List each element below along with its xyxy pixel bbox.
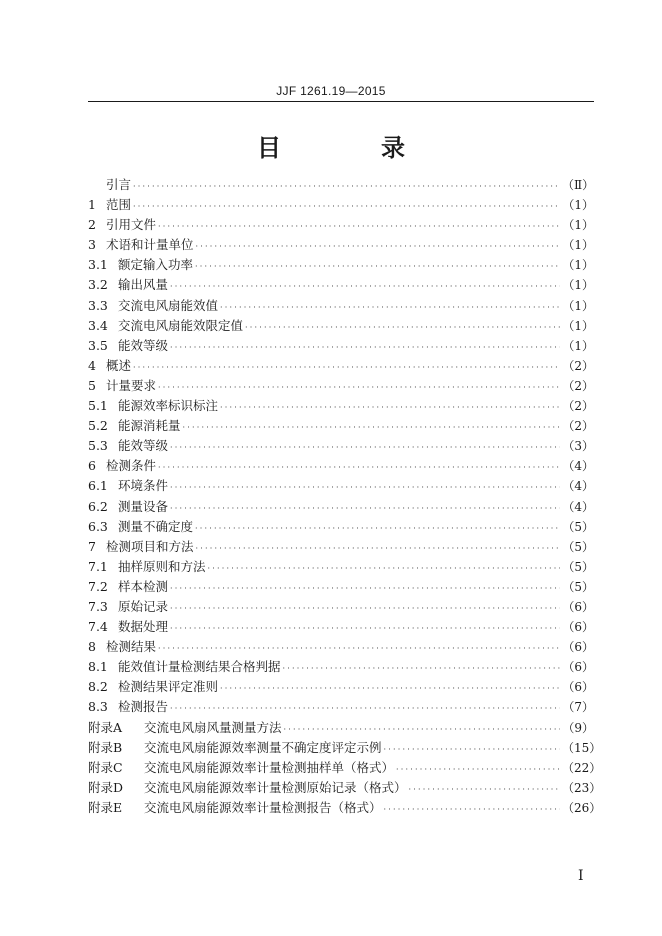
toc-entry-page: （1） xyxy=(562,278,594,293)
toc-entry-number: 3.1 xyxy=(88,257,108,273)
toc-entry[interactable] xyxy=(88,476,594,496)
toc-entry-number: 8.1 xyxy=(88,659,108,675)
toc-entry[interactable] xyxy=(88,416,594,436)
dot-leader xyxy=(170,277,560,297)
toc-entry-number: 6 xyxy=(88,458,96,474)
dot-leader xyxy=(133,177,560,197)
toc-entry-number: 4 xyxy=(88,357,96,373)
toc-entry-label: 交流电风扇能源效率计量检测抽样单（格式） xyxy=(144,759,395,775)
toc-entry-page: （6） xyxy=(562,660,594,675)
toc-entry-page: （22） xyxy=(562,760,602,775)
dot-leader xyxy=(220,398,560,418)
dot-leader xyxy=(284,720,560,740)
toc-entry-page: （1） xyxy=(562,198,594,213)
toc-entry-page: （2） xyxy=(562,358,594,373)
dot-leader xyxy=(170,619,560,639)
toc-entry-page: （1） xyxy=(562,318,594,333)
toc-entry-label: 能源效率标识标注 xyxy=(118,398,219,414)
toc-entry-number: 5.2 xyxy=(88,418,108,434)
toc-entry[interactable] xyxy=(88,637,594,657)
toc-entry-number: 8 xyxy=(88,639,96,655)
toc-title: 目 录 xyxy=(257,134,443,162)
toc-entry-page: （4） xyxy=(562,479,594,494)
toc-entry-label: 能效值计量检测结果合格判据 xyxy=(118,659,281,675)
document-code: JJF 1261.19—2015 xyxy=(276,84,386,98)
toc-entry-number: 3.5 xyxy=(88,337,108,353)
dot-leader xyxy=(170,599,560,619)
toc-entry-page: （1） xyxy=(562,338,594,353)
toc-entry-label: 概述 xyxy=(106,357,132,373)
dot-leader xyxy=(158,458,560,478)
toc-entry[interactable] xyxy=(88,296,594,316)
toc-entry-page: （6） xyxy=(562,599,594,614)
toc-entry[interactable] xyxy=(88,798,602,818)
toc-entry[interactable] xyxy=(88,195,594,215)
toc-entry[interactable] xyxy=(88,657,594,677)
toc-entry[interactable] xyxy=(88,597,594,617)
toc-entry-label: 能源消耗量 xyxy=(118,418,181,434)
toc-entry-label: 能效等级 xyxy=(118,438,169,454)
page-number: Ⅰ xyxy=(578,868,584,884)
dot-leader xyxy=(158,639,560,659)
toc-entry-page: （23） xyxy=(562,780,602,795)
toc-entry[interactable] xyxy=(88,537,594,557)
toc-entry-number: 附录E xyxy=(88,799,123,815)
toc-entry-label: 抽样原则和方法 xyxy=(118,558,206,574)
dot-leader xyxy=(183,418,560,438)
toc-entry-number: 1 xyxy=(88,197,96,213)
toc-entry-label: 额定输入功率 xyxy=(118,257,194,273)
dot-leader xyxy=(195,257,560,277)
toc-entry[interactable] xyxy=(88,617,594,637)
dot-leader xyxy=(158,378,560,398)
toc-entry-page: （5） xyxy=(562,539,594,554)
toc-entry-number: 7.4 xyxy=(88,619,108,635)
toc-entry-label: 样本检测 xyxy=(118,578,169,594)
toc-entry-label: 测量设备 xyxy=(118,498,169,514)
toc-entry-number: 附录D xyxy=(88,779,124,795)
toc-entry-label: 引言 xyxy=(106,177,132,192)
toc-entry-page: （26） xyxy=(562,800,602,815)
dot-leader xyxy=(384,800,560,820)
toc-entry-label: 术语和计量单位 xyxy=(106,237,194,253)
table-of-contents xyxy=(88,175,602,818)
toc-entry[interactable] xyxy=(88,778,602,798)
toc-entry-number: 3 xyxy=(88,237,96,253)
toc-entry[interactable] xyxy=(88,738,602,758)
toc-entry-number: 5.1 xyxy=(88,398,108,414)
toc-entry-label: 检测报告 xyxy=(118,699,169,715)
dot-leader xyxy=(245,318,560,338)
dot-leader xyxy=(170,438,560,458)
toc-entry-page: （1） xyxy=(562,298,594,313)
toc-entry-number: 附录C xyxy=(88,759,123,775)
toc-entry[interactable] xyxy=(88,316,594,336)
toc-entry-number: 5 xyxy=(88,377,96,393)
toc-entry-label: 计量要求 xyxy=(106,377,157,393)
dot-leader xyxy=(133,358,560,378)
toc-entry-label: 检测项目和方法 xyxy=(106,538,194,554)
toc-entry-number: 3.2 xyxy=(88,277,108,293)
toc-entry[interactable] xyxy=(88,215,594,235)
dot-leader xyxy=(220,298,560,318)
dot-leader xyxy=(409,780,560,800)
toc-entry-label: 交流电风扇能效限定值 xyxy=(118,317,244,333)
dot-leader xyxy=(283,659,560,679)
toc-entry-number: 6.2 xyxy=(88,498,108,514)
toc-entry[interactable] xyxy=(88,255,594,275)
toc-entry[interactable] xyxy=(88,577,594,597)
toc-entry[interactable] xyxy=(88,396,594,416)
toc-entry-label: 交流电风扇能源效率计量检测报告（格式） xyxy=(144,799,382,815)
toc-entry-page: （4） xyxy=(562,459,594,474)
toc-entry[interactable] xyxy=(88,376,594,396)
toc-entry-label: 交流电风扇能源效率计量检测原始记录（格式） xyxy=(144,779,407,795)
toc-entry-page: （1） xyxy=(562,238,594,253)
toc-entry-label: 引用文件 xyxy=(106,217,157,233)
toc-entry-page: （2） xyxy=(562,399,594,414)
toc-entry-number: 8.3 xyxy=(88,699,108,715)
toc-entry-page: （3） xyxy=(562,439,594,454)
toc-entry[interactable] xyxy=(88,677,594,697)
toc-entry-number: 2 xyxy=(88,217,96,233)
toc-entry-number: 附录A xyxy=(88,719,123,735)
toc-entry-page: （6） xyxy=(562,640,594,655)
toc-entry-label: 检测结果评定准则 xyxy=(118,679,219,695)
toc-entry-label: 检测结果 xyxy=(106,639,157,655)
dot-leader xyxy=(196,237,560,257)
toc-entry-number: 7.2 xyxy=(88,578,108,594)
toc-entry-label: 原始记录 xyxy=(118,598,169,614)
toc-entry-page: （2） xyxy=(562,378,594,393)
header-rule xyxy=(88,101,594,102)
toc-entry-label: 检测条件 xyxy=(106,458,157,474)
toc-entry-number: 7 xyxy=(88,538,96,554)
toc-entry-number: 3.4 xyxy=(88,317,108,333)
toc-entry-page: （6） xyxy=(562,620,594,635)
toc-entry[interactable] xyxy=(88,275,594,295)
dot-leader xyxy=(196,539,560,559)
toc-entry[interactable] xyxy=(88,697,594,717)
toc-entry[interactable] xyxy=(88,336,594,356)
toc-entry[interactable] xyxy=(88,557,594,577)
dot-leader xyxy=(396,760,560,780)
toc-entry-label: 环境条件 xyxy=(118,478,169,494)
toc-entry[interactable] xyxy=(88,718,594,738)
toc-entry-page: （4） xyxy=(562,499,594,514)
toc-entry[interactable] xyxy=(88,175,594,195)
toc-entry[interactable] xyxy=(88,758,602,778)
toc-entry-page: （5） xyxy=(562,519,594,534)
toc-entry-number: 6.1 xyxy=(88,478,108,494)
toc-entry-page: （5） xyxy=(562,579,594,594)
dot-leader xyxy=(170,478,560,498)
toc-entry-page: （1） xyxy=(562,258,594,273)
toc-entry-page: （7） xyxy=(562,700,594,715)
toc-entry-number: 6.3 xyxy=(88,518,108,534)
toc-entry[interactable] xyxy=(88,517,594,537)
toc-entry-page: （5） xyxy=(562,559,594,574)
toc-entry-number: 5.3 xyxy=(88,438,108,454)
toc-entry[interactable] xyxy=(88,497,594,517)
toc-entry-label: 交流电风扇能效值 xyxy=(118,297,219,313)
toc-entry-number: 7.3 xyxy=(88,598,108,614)
toc-entry-label: 测量不确定度 xyxy=(118,518,194,534)
toc-entry-page: （15） xyxy=(562,740,602,755)
dot-leader xyxy=(384,740,560,760)
dot-leader xyxy=(170,579,560,599)
dot-leader xyxy=(170,338,560,358)
toc-entry[interactable] xyxy=(88,456,594,476)
toc-entry-page: （6） xyxy=(562,680,594,695)
dot-leader xyxy=(170,499,560,519)
toc-entry-label: 交流电风扇风量测量方法 xyxy=(144,719,282,735)
toc-entry-number: 7.1 xyxy=(88,558,108,574)
toc-entry-number: 附录B xyxy=(88,739,123,755)
dot-leader xyxy=(220,679,560,699)
toc-entry-label: 数据处理 xyxy=(118,619,169,635)
toc-entry-page: （1） xyxy=(562,218,594,233)
toc-entry-label: 交流电风扇能源效率测量不确定度评定示例 xyxy=(144,739,382,755)
dot-leader xyxy=(208,559,560,579)
toc-entry-number: 8.2 xyxy=(88,679,108,695)
toc-entry-page: （2） xyxy=(562,419,594,434)
toc-entry-label: 能效等级 xyxy=(118,337,169,353)
toc-entry[interactable] xyxy=(88,356,594,376)
toc-entry[interactable] xyxy=(88,235,594,255)
dot-leader xyxy=(158,217,560,237)
toc-entry-label: 输出风量 xyxy=(118,277,169,293)
dot-leader xyxy=(170,699,560,719)
dot-leader xyxy=(133,197,560,217)
toc-entry-number: 3.3 xyxy=(88,297,108,313)
toc-entry-label: 范围 xyxy=(106,197,132,213)
toc-entry[interactable] xyxy=(88,436,594,456)
toc-entry-page: （9） xyxy=(562,720,594,735)
toc-entry-page: （Ⅱ） xyxy=(562,178,595,192)
dot-leader xyxy=(195,519,560,539)
